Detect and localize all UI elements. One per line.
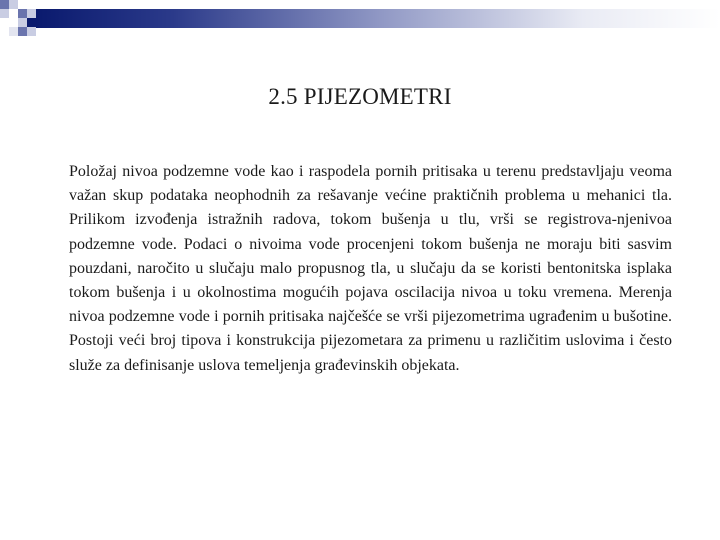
- banner-square: [9, 9, 18, 18]
- banner-square: [18, 18, 27, 27]
- decorative-banner: [0, 0, 720, 40]
- banner-square: [9, 27, 18, 36]
- banner-square: [27, 27, 36, 36]
- banner-square: [0, 9, 9, 18]
- slide-title: 2.5 PIJEZOMETRI: [268, 84, 452, 109]
- banner-square: [27, 9, 36, 18]
- banner-square: [0, 0, 9, 9]
- banner-square: [9, 0, 18, 9]
- banner-square: [18, 27, 27, 36]
- banner-gradient-bar: [36, 9, 720, 28]
- banner-square: [18, 9, 27, 18]
- banner-square: [27, 18, 36, 27]
- slide-body-text: Položaj nivoa podzemne vode kao i raspodela pornih pritisaka u terenu predstavljaju veoma važan skup podataka neophodnih za rešavanje većine praktičnih problema u mehanici tla. Prilikom izvođenja istražnih radova, tokom bušenja u tlu, vrši se registrova-njenivoa podzemne vode. Podaci o nivoima vode procenjeni tokom bušenja ne moraju biti sasvim pouzdani, naročito u slučaju malo propusnog tla, u slučaju da se koristi bentonitska isplaka tokom bušenja i u okolnostima mogućih pojava oscilacija nivoa u toku vremena. Merenja nivoa podzemne vode i pornih pritisaka najčešće se vrši pijezometrima ugrađenim u bušotine. Postoji veći broj tipova i konstrukcija pijezometara za primenu u različitim uslovima i često služe za definisanje uslova temeljenja građevinskih objekata.: [69, 163, 672, 374]
